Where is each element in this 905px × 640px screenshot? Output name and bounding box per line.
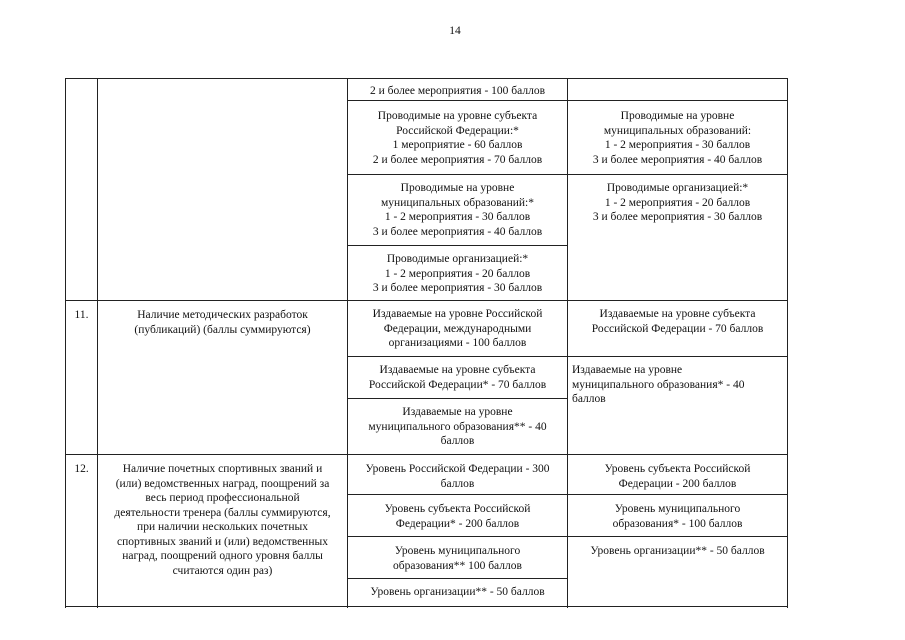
table-border-top: [65, 78, 787, 79]
cell-row12-col4-1: Уровень субъекта Российской Федерации - 200 баллов: [604, 463, 751, 490]
subrow-divider: [347, 245, 567, 246]
subrow-divider: [567, 174, 787, 175]
cell-continuation-col3-4: Проводимые организацией:* 1 - 2 мероприятия - 20 баллов 3 и более мероприятия - 30 баллов: [372, 253, 543, 294]
cell-continuation-col4-1: Проводимые на уровне муниципальных образований: 1 - 2 мероприятия - 30 баллов 3 и более мероприятия - 40 баллов: [592, 110, 763, 166]
cell-continuation-col3-2: Проводимые на уровне субъекта Российской Федерации:* 1 мероприятие - 60 баллов 2 и более мероприятия - 70 баллов: [372, 110, 543, 166]
subrow-divider: [567, 100, 787, 101]
subrow-divider: [347, 100, 567, 101]
subrow-divider: [567, 494, 787, 495]
page-number: 14: [449, 25, 461, 37]
subrow-divider: [567, 536, 787, 537]
cell-row12-col3-3: Уровень муниципального образования** 100 баллов: [393, 545, 522, 572]
criterion-11: Наличие методических разработок (публикаций) (баллы суммируются): [134, 309, 311, 336]
cell-row11-col3-3: Издаваемые на уровне муниципального образования** - 40 баллов: [368, 406, 547, 447]
cell-row12-col3-1: Уровень Российской Федерации - 300 баллов: [365, 463, 550, 490]
cell-continuation-col3-1: 2 и более мероприятия - 100 баллов: [369, 85, 546, 97]
row-number-12: 12.: [74, 463, 89, 475]
table-border-right: [787, 78, 788, 608]
cell-continuation-col4-2: Проводимые организацией:* 1 - 2 мероприятия - 20 баллов 3 и более мероприятия - 30 баллов: [592, 182, 763, 223]
cell-row11-col4-2: Издаваемые на уровне муниципального образования* - 40 баллов: [572, 364, 745, 405]
subrow-divider: [347, 174, 567, 175]
row-divider-11: [65, 300, 787, 301]
cell-row11-col3-2: Издаваемые на уровне субъекта Российской Федерации* - 70 баллов: [368, 364, 547, 391]
cell-row12-col4-2: Уровень муниципального образования* - 100 баллов: [612, 503, 743, 530]
row-number-11: 11.: [74, 309, 89, 321]
cell-continuation-col3-3: Проводимые на уровне муниципальных образований:* 1 - 2 мероприятия - 30 баллов 3 и более мероприятия - 40 баллов: [372, 182, 543, 238]
cell-row11-col3-1: Издаваемые на уровне Российской Федерации, международными организациями - 100 баллов: [372, 308, 543, 349]
subrow-divider: [347, 494, 567, 495]
cell-row11-col4-1: Издаваемые на уровне субъекта Российской Федерации - 70 баллов: [591, 308, 764, 335]
cell-row12-col3-4: Уровень организации** - 50 баллов: [370, 586, 545, 598]
subrow-divider: [347, 578, 567, 579]
table-border-left: [65, 78, 66, 608]
cell-row12-col4-3: Уровень организации** - 50 баллов: [590, 545, 765, 557]
cell-row12-col3-2: Уровень субъекта Российской Федерации* - 200 баллов: [384, 503, 531, 530]
table-border-bottom: [65, 606, 787, 607]
subrow-divider: [347, 356, 567, 357]
row-divider-12: [65, 454, 787, 455]
subrow-divider: [347, 398, 567, 399]
subrow-divider: [347, 536, 567, 537]
criterion-12: Наличие почетных спортивных званий и (или) ведомственных наград, поощрений за весь период профессиональной деятельности тренера (баллы суммируются, при наличии нескольких почетных спортивных званий и (или) ведомственных наград, поощрений одного уровня баллы считаются один раз): [114, 463, 331, 577]
subrow-divider: [567, 356, 787, 357]
